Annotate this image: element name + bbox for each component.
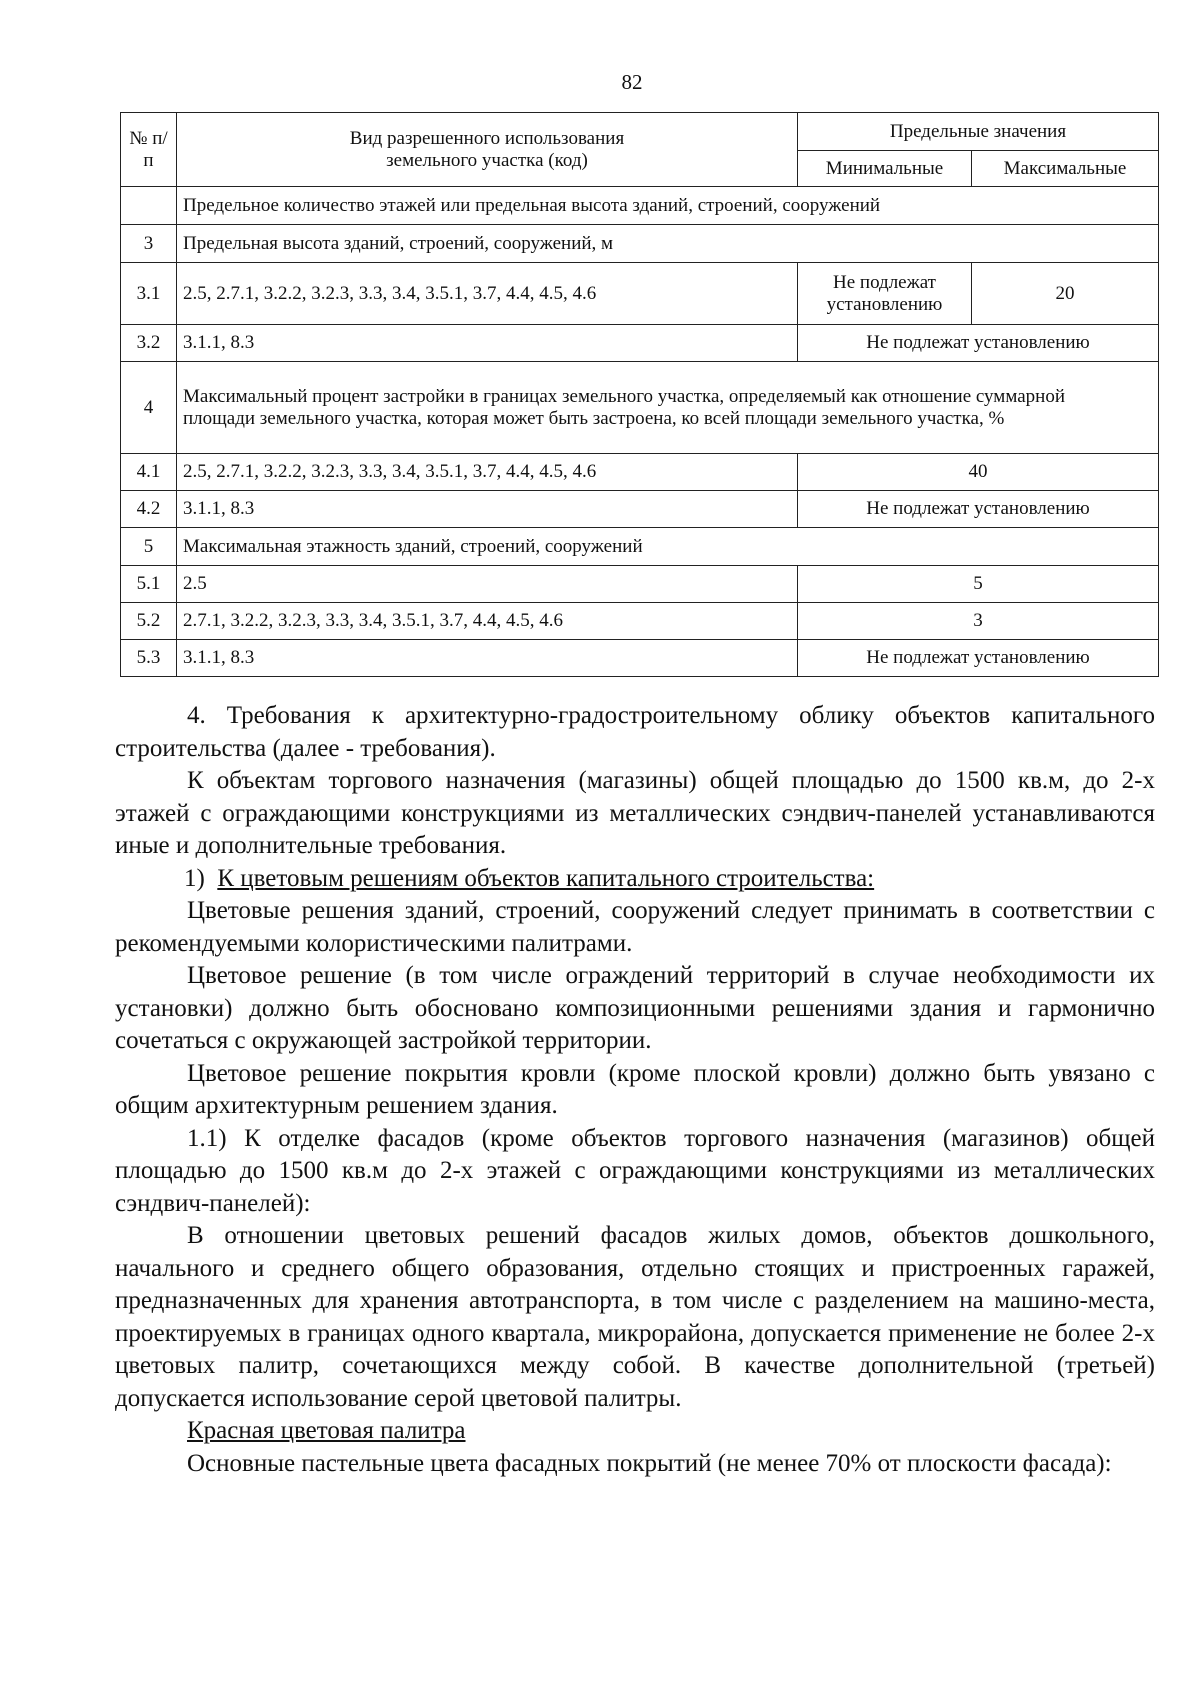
- header-limit-values: Предельные значения: [798, 113, 1159, 151]
- paragraph: В отношении цветовых решений фасадов жилых домов, объектов дошкольного, начального и среднего общего образования, отдельно стоящих и пристроенных гаражей, предназначенных для хранения автотранспорта, в том числе с разделением на машино-места, проектируемых в границах одного квартала, микрорайона, допускается применение не более 2-х цветовых палитр, сочетающихся между собой. В качестве дополнительной (третьей) допускается использование серой цветовой палитры.: [115, 1222, 1155, 1412]
- row-num: 5.3: [121, 640, 177, 677]
- row-usage-codes: 3.1.1, 8.3: [177, 325, 798, 362]
- row-num: 5: [121, 528, 177, 566]
- paragraph: Цветовые решения зданий, строений, сооружений следует принимать в соответствии с рекомендуемыми колористическими палитрами.: [115, 897, 1155, 957]
- row-usage-codes: 2.7.1, 3.2.2, 3.2.3, 3.3, 3.4, 3.5.1, 3.7, 4.4, 4.5, 4.6: [177, 603, 798, 640]
- row-section-title: Максимальный процент застройки в границах земельного участка, определяемый как отношение суммарной площади земельного участка, которая может быть застроена, ко всей площади земельного участка, %: [177, 362, 1159, 454]
- page-number: 82: [621, 70, 643, 94]
- paragraph: Основные пастельные цвета фасадных покрытий (не менее 70% от плоскости фасада):: [187, 1449, 1112, 1477]
- table-row: [121, 528, 1159, 566]
- row-num: 5.2: [121, 603, 177, 640]
- row-value: Не подлежат установлению: [798, 325, 1159, 362]
- row-max-value: 20: [972, 263, 1159, 325]
- row-usage-codes: 3.1.1, 8.3: [177, 491, 798, 528]
- paragraph: К объектам торгового назначения (магазины) общей площадью до 1500 кв.м, до 2-х этажей с ограждающими конструкциями из металлических сэндвич-панелей устанавливаются иные и дополнительные требования.: [115, 767, 1155, 859]
- table-row: [121, 325, 1159, 362]
- subsection-heading: [115, 863, 1155, 896]
- row-section-title: Предельное количество этажей или предельная высота зданий, строений, сооружений: [177, 187, 1159, 225]
- row-section-title: Предельная высота зданий, строений, сооружений, м: [177, 225, 1159, 263]
- table-row: [121, 603, 1159, 640]
- row-usage-codes: 2.5, 2.7.1, 3.2.2, 3.2.3, 3.3, 3.4, 3.5.1, 3.7, 4.4, 4.5, 4.6: [177, 263, 798, 325]
- row-num: 3.2: [121, 325, 177, 362]
- header-usage-type: Вид разрешенного использования земельного участка (код): [177, 113, 798, 187]
- row-num: 3.1: [121, 263, 177, 325]
- row-usage-codes: 2.5, 2.7.1, 3.2.2, 3.2.3, 3.3, 3.4, 3.5.1, 3.7, 4.4, 4.5, 4.6: [177, 454, 798, 491]
- row-value: 40: [798, 454, 1159, 491]
- body-text: [115, 700, 1155, 1480]
- row-section-title: Максимальная этажность зданий, строений, сооружений: [177, 528, 1159, 566]
- paragraph: Цветовое решение (в том числе ограждений территорий в случае необходимости их установки) должно быть обосновано композиционными решениями здания и гармонично сочетаться с окружающей застройкой территории.: [115, 962, 1155, 1054]
- table-row: [121, 454, 1159, 491]
- subsection-title: К цветовым решениям объектов капитального строительства:: [217, 864, 875, 892]
- subsection-number: 1): [184, 864, 205, 892]
- table-row: [121, 187, 1159, 225]
- paragraph: 1.1) К отделке фасадов (кроме объектов торгового назначения (магазинов) общей площадью до 1500 кв.м до 2-х этажей с ограждающими конструкциями из металлических сэндвич-панелей):: [115, 1124, 1155, 1217]
- row-value: Не подлежат установлению: [798, 491, 1159, 528]
- table-row: [121, 566, 1159, 603]
- row-num: 5.1: [121, 566, 177, 603]
- table-row: [121, 640, 1159, 677]
- palette-heading-text: Красная цветовая палитра: [187, 1417, 466, 1444]
- table-row: [121, 263, 1159, 325]
- header-max: Максимальные: [972, 151, 1159, 187]
- table-header-row: [121, 113, 1159, 151]
- table-row: [121, 225, 1159, 263]
- table-row: [121, 491, 1159, 528]
- row-num: [121, 187, 177, 225]
- limits-table: [120, 112, 1159, 677]
- table-row: [121, 362, 1159, 454]
- row-usage-codes: 3.1.1, 8.3: [177, 640, 798, 677]
- row-num: 3: [121, 225, 177, 263]
- row-num: 4.1: [121, 454, 177, 491]
- paragraph: Цветовое решение покрытия кровли (кроме плоской кровли) должно быть увязано с общим архитектурным решением здания.: [115, 1059, 1155, 1119]
- row-usage-codes: 2.5: [177, 566, 798, 603]
- row-num: 4.2: [121, 491, 177, 528]
- row-min-value: Не подлежат установлению: [798, 263, 972, 325]
- header-num: № п/п: [121, 113, 177, 187]
- row-value: Не подлежат установлению: [798, 640, 1159, 677]
- header-min: Минимальные: [798, 151, 972, 187]
- palette-heading: [115, 1415, 1155, 1448]
- row-value: 5: [798, 566, 1159, 603]
- row-value: 3: [798, 603, 1159, 640]
- row-num: 4: [121, 362, 177, 454]
- requirements-heading: 4. Требования к архитектурно-градостроительному облику объектов капитального строительства (далее - требования).: [115, 702, 1155, 762]
